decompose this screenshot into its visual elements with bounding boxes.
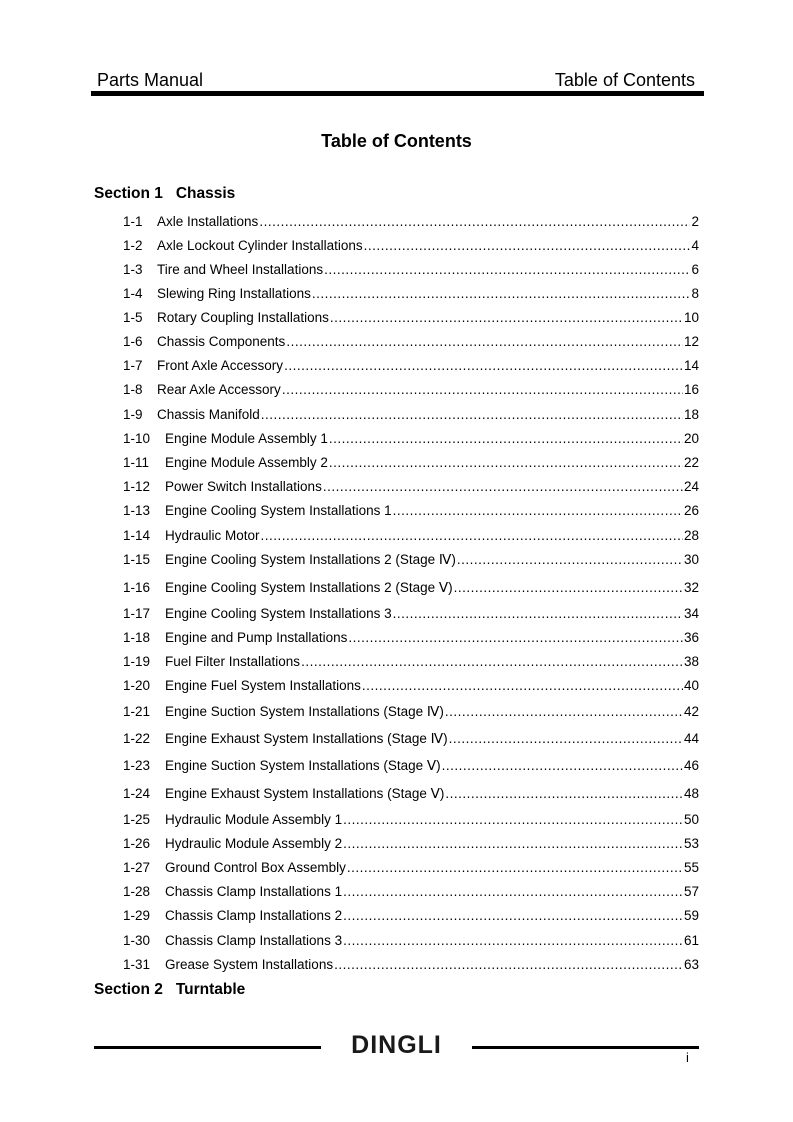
- toc-entry-number: 1-2: [123, 238, 143, 253]
- toc-entry-page: 12: [683, 334, 699, 349]
- header-rule: [91, 91, 704, 96]
- toc-entry-page: 36: [683, 630, 699, 645]
- header-right-title: Table of Contents: [554, 70, 695, 90]
- section-name: Turntable: [175, 981, 246, 998]
- toc-dot-leader: [259, 212, 690, 232]
- toc-entry-title: Chassis Manifold: [157, 407, 260, 422]
- toc-entry-number: 1-13: [123, 503, 151, 518]
- toc-entry-number: 1-4: [123, 286, 143, 301]
- toc-entry-page: 32: [683, 580, 699, 595]
- toc-dot-leader: [284, 356, 683, 376]
- toc-entry-number: 1-14: [123, 528, 151, 543]
- toc-entry[interactable]: [123, 332, 699, 352]
- page-title: Table of Contents: [321, 131, 472, 151]
- footer-rule-left: [94, 1046, 321, 1049]
- toc-entry-number: 1-24: [123, 786, 151, 801]
- toc-entry-title: Power Switch Installations: [165, 479, 322, 494]
- toc-entry-number: 1-6: [123, 334, 143, 349]
- toc-dot-leader: [329, 453, 683, 473]
- toc-entry-number: 1-11: [123, 455, 150, 470]
- toc-entry-number: 1-12: [123, 479, 151, 494]
- toc-dot-leader: [457, 550, 683, 570]
- toc-entry-title: Engine Cooling System Installations 2 (Stage Ⅳ): [165, 552, 456, 567]
- toc-entry[interactable]: [123, 356, 699, 376]
- toc-entry-page: 38: [683, 654, 699, 669]
- toc-entry-title: Engine Exhaust System Installations (Stage Ⅳ): [165, 731, 448, 746]
- toc-entry-number: 1-25: [123, 812, 151, 827]
- toc-entry[interactable]: [123, 477, 699, 497]
- toc-entry-number: 1-26: [123, 836, 151, 851]
- toc-entry-number: 1-28: [123, 884, 151, 899]
- toc-entry-page: 4: [691, 238, 699, 253]
- toc-entry-title: Chassis Components: [157, 334, 286, 349]
- toc-entry-page: 48: [683, 786, 699, 801]
- toc-entry-number: 1-23: [123, 758, 151, 773]
- toc-entry-page: 59: [683, 908, 699, 923]
- toc-entry-page: 50: [683, 812, 699, 827]
- toc-entry-page: 16: [683, 382, 699, 397]
- toc-entry-title: Engine Cooling System Installations 3: [165, 606, 392, 621]
- toc-entry[interactable]: [123, 429, 699, 449]
- toc-entry-page: 42: [683, 704, 699, 719]
- toc-entry-page: 40: [683, 678, 699, 693]
- toc-entry-page: 26: [683, 503, 699, 518]
- dingli-logo: DINGLI: [351, 1031, 442, 1059]
- toc-entry-title: Engine Module Assembly 1: [165, 431, 328, 446]
- toc-entry-title: Tire and Wheel Installations: [157, 262, 324, 277]
- toc-entry-page: 28: [683, 528, 699, 543]
- toc-entry[interactable]: [123, 931, 699, 951]
- toc-entry[interactable]: [123, 652, 699, 672]
- toc-entry-page: 53: [683, 836, 699, 851]
- toc-entry-number: 1-3: [123, 262, 143, 277]
- toc-entry-page: 44: [683, 731, 699, 746]
- toc-dot-leader: [343, 882, 683, 902]
- toc-entry[interactable]: [123, 501, 699, 521]
- toc-entry[interactable]: [123, 550, 699, 570]
- toc-entry-page: 18: [683, 407, 699, 422]
- toc-entry-title: Chassis Clamp Installations 3: [165, 933, 343, 948]
- toc-entry-number: 1-7: [123, 358, 143, 373]
- toc-entry-number: 1-8: [123, 382, 143, 397]
- toc-dot-leader: [348, 628, 683, 648]
- toc-entry-title: Axle Lockout Cylinder Installations: [157, 238, 363, 253]
- toc-entry-number: 1-10: [123, 431, 151, 446]
- toc-dot-leader: [330, 308, 683, 328]
- toc-entry-number: 1-16: [123, 580, 151, 595]
- toc-dot-leader: [329, 429, 683, 449]
- toc-dot-leader: [445, 702, 683, 722]
- toc-entry-title: Engine Module Assembly 2: [165, 455, 328, 470]
- header-left-title: Parts Manual: [97, 70, 204, 90]
- toc-entry-number: 1-31: [123, 957, 151, 972]
- toc-entry-page: 63: [683, 957, 699, 972]
- toc-entry-title: Ground Control Box Assembly: [165, 860, 346, 875]
- toc-dot-leader: [445, 784, 683, 804]
- toc-entry-number: 1-19: [123, 654, 151, 669]
- toc-dot-leader: [343, 931, 683, 951]
- toc-entry-number: 1-20: [123, 678, 151, 693]
- toc-entry[interactable]: [123, 702, 699, 722]
- toc-dot-leader: [442, 756, 683, 776]
- toc-entry-page: 24: [683, 479, 699, 494]
- section-heading: [94, 185, 235, 203]
- toc-entry-title: Engine Cooling System Installations 1: [165, 503, 392, 518]
- toc-entry-title: Chassis Clamp Installations 2: [165, 908, 343, 923]
- toc-entry-title: Engine Fuel System Installations: [165, 678, 361, 693]
- toc-dot-leader: [323, 477, 683, 497]
- toc-entry[interactable]: [123, 453, 699, 473]
- toc-entry-page: 20: [683, 431, 699, 446]
- toc-entry[interactable]: [123, 308, 699, 328]
- toc-entry[interactable]: [123, 284, 699, 304]
- toc-entry-title: Rotary Coupling Installations: [157, 310, 329, 325]
- toc-entry-page: 14: [683, 358, 699, 373]
- section-label: Section 2: [94, 981, 163, 998]
- toc-entry-title: Engine and Pump Installations: [165, 630, 348, 645]
- toc-entry-title: Engine Cooling System Installations 2 (Stage Ⅴ): [165, 580, 453, 595]
- toc-entry[interactable]: [123, 578, 699, 598]
- toc-entry[interactable]: [123, 380, 699, 400]
- toc-entry-title: Slewing Ring Installations: [157, 286, 311, 301]
- toc-dot-leader: [343, 810, 683, 830]
- toc-entry[interactable]: [123, 236, 699, 256]
- toc-entry[interactable]: [123, 405, 699, 425]
- toc-dot-leader: [261, 405, 683, 425]
- toc-entry-number: 1-30: [123, 933, 151, 948]
- toc-entry[interactable]: [123, 810, 699, 830]
- toc-dot-leader: [261, 526, 683, 546]
- toc-entry-page: 22: [683, 455, 699, 470]
- toc-entry-page: 6: [691, 262, 699, 277]
- toc-entry[interactable]: [123, 676, 699, 696]
- toc-dot-leader: [334, 955, 683, 975]
- toc-entry-number: 1-22: [123, 731, 151, 746]
- toc-dot-leader: [393, 604, 683, 624]
- toc-dot-leader: [286, 332, 683, 352]
- toc-entry-title: Hydraulic Module Assembly 1: [165, 812, 343, 827]
- toc-entry-title: Grease System Installations: [165, 957, 334, 972]
- toc-entry-number: 1-15: [123, 552, 151, 567]
- toc-entry[interactable]: [123, 882, 699, 902]
- toc-dot-leader: [393, 501, 683, 521]
- section-heading: [94, 981, 245, 999]
- toc-entry-number: 1-29: [123, 908, 151, 923]
- toc-entry[interactable]: [123, 756, 699, 776]
- toc-entry-title: Hydraulic Module Assembly 2: [165, 836, 343, 851]
- toc-dot-leader: [362, 676, 683, 696]
- toc-entry[interactable]: [123, 729, 699, 749]
- toc-entry-number: 1-1: [123, 214, 143, 229]
- toc-entry[interactable]: [123, 628, 699, 648]
- toc-dot-leader: [312, 284, 691, 304]
- toc-entry-page: 10: [683, 310, 699, 325]
- toc-entry-page: 30: [683, 552, 699, 567]
- toc-entry[interactable]: [123, 212, 699, 232]
- page-number: i: [686, 1050, 689, 1065]
- toc-entry-number: 1-21: [123, 704, 151, 719]
- toc-entry[interactable]: [123, 955, 699, 975]
- toc-dot-leader: [343, 906, 683, 926]
- toc-entry-title: Chassis Clamp Installations 1: [165, 884, 343, 899]
- toc-dot-leader: [324, 260, 690, 280]
- toc-dot-leader: [449, 729, 683, 749]
- toc-entry-number: 1-27: [123, 860, 151, 875]
- toc-entry-page: 2: [691, 214, 699, 229]
- toc-entry[interactable]: [123, 604, 699, 624]
- section-name: Chassis: [175, 185, 236, 202]
- toc-entry-page: 55: [683, 860, 699, 875]
- toc-entry-number: 1-17: [123, 606, 151, 621]
- toc-entry-title: Fuel Filter Installations: [165, 654, 301, 669]
- toc-dot-leader: [364, 236, 691, 256]
- toc-entry[interactable]: [123, 858, 699, 878]
- toc-entry[interactable]: [123, 784, 699, 804]
- section-label: Section 1: [94, 185, 163, 202]
- toc-entry-page: 57: [683, 884, 699, 899]
- toc-entry-title: Hydraulic Motor: [165, 528, 260, 543]
- toc-dot-leader: [454, 578, 683, 598]
- toc-entry-title: Rear Axle Accessory: [157, 382, 281, 397]
- toc-entry[interactable]: [123, 906, 699, 926]
- toc-entry-number: 1-18: [123, 630, 151, 645]
- toc-dot-leader: [343, 834, 683, 854]
- toc-entry[interactable]: [123, 834, 699, 854]
- toc-entry-title: Front Axle Accessory: [157, 358, 284, 373]
- toc-entry-title: Engine Exhaust System Installations (Stage Ⅴ): [165, 786, 445, 801]
- toc-entry-page: 8: [691, 286, 699, 301]
- toc-entry-title: Axle Installations: [157, 214, 259, 229]
- toc-entry-title: Engine Suction System Installations (Stage Ⅳ): [165, 704, 444, 719]
- footer-rule-right: [472, 1046, 699, 1049]
- toc-entry[interactable]: [123, 260, 699, 280]
- toc-entry[interactable]: [123, 526, 699, 546]
- toc-entry-page: 34: [683, 606, 699, 621]
- toc-entry-page: 61: [683, 933, 699, 948]
- toc-dot-leader: [301, 652, 683, 672]
- toc-dot-leader: [282, 380, 683, 400]
- toc-entry-title: Engine Suction System Installations (Stage Ⅴ): [165, 758, 441, 773]
- toc-entry-number: 1-9: [123, 407, 143, 422]
- toc-dot-leader: [347, 858, 683, 878]
- toc-entry-page: 46: [683, 758, 699, 773]
- toc-entry-number: 1-5: [123, 310, 143, 325]
